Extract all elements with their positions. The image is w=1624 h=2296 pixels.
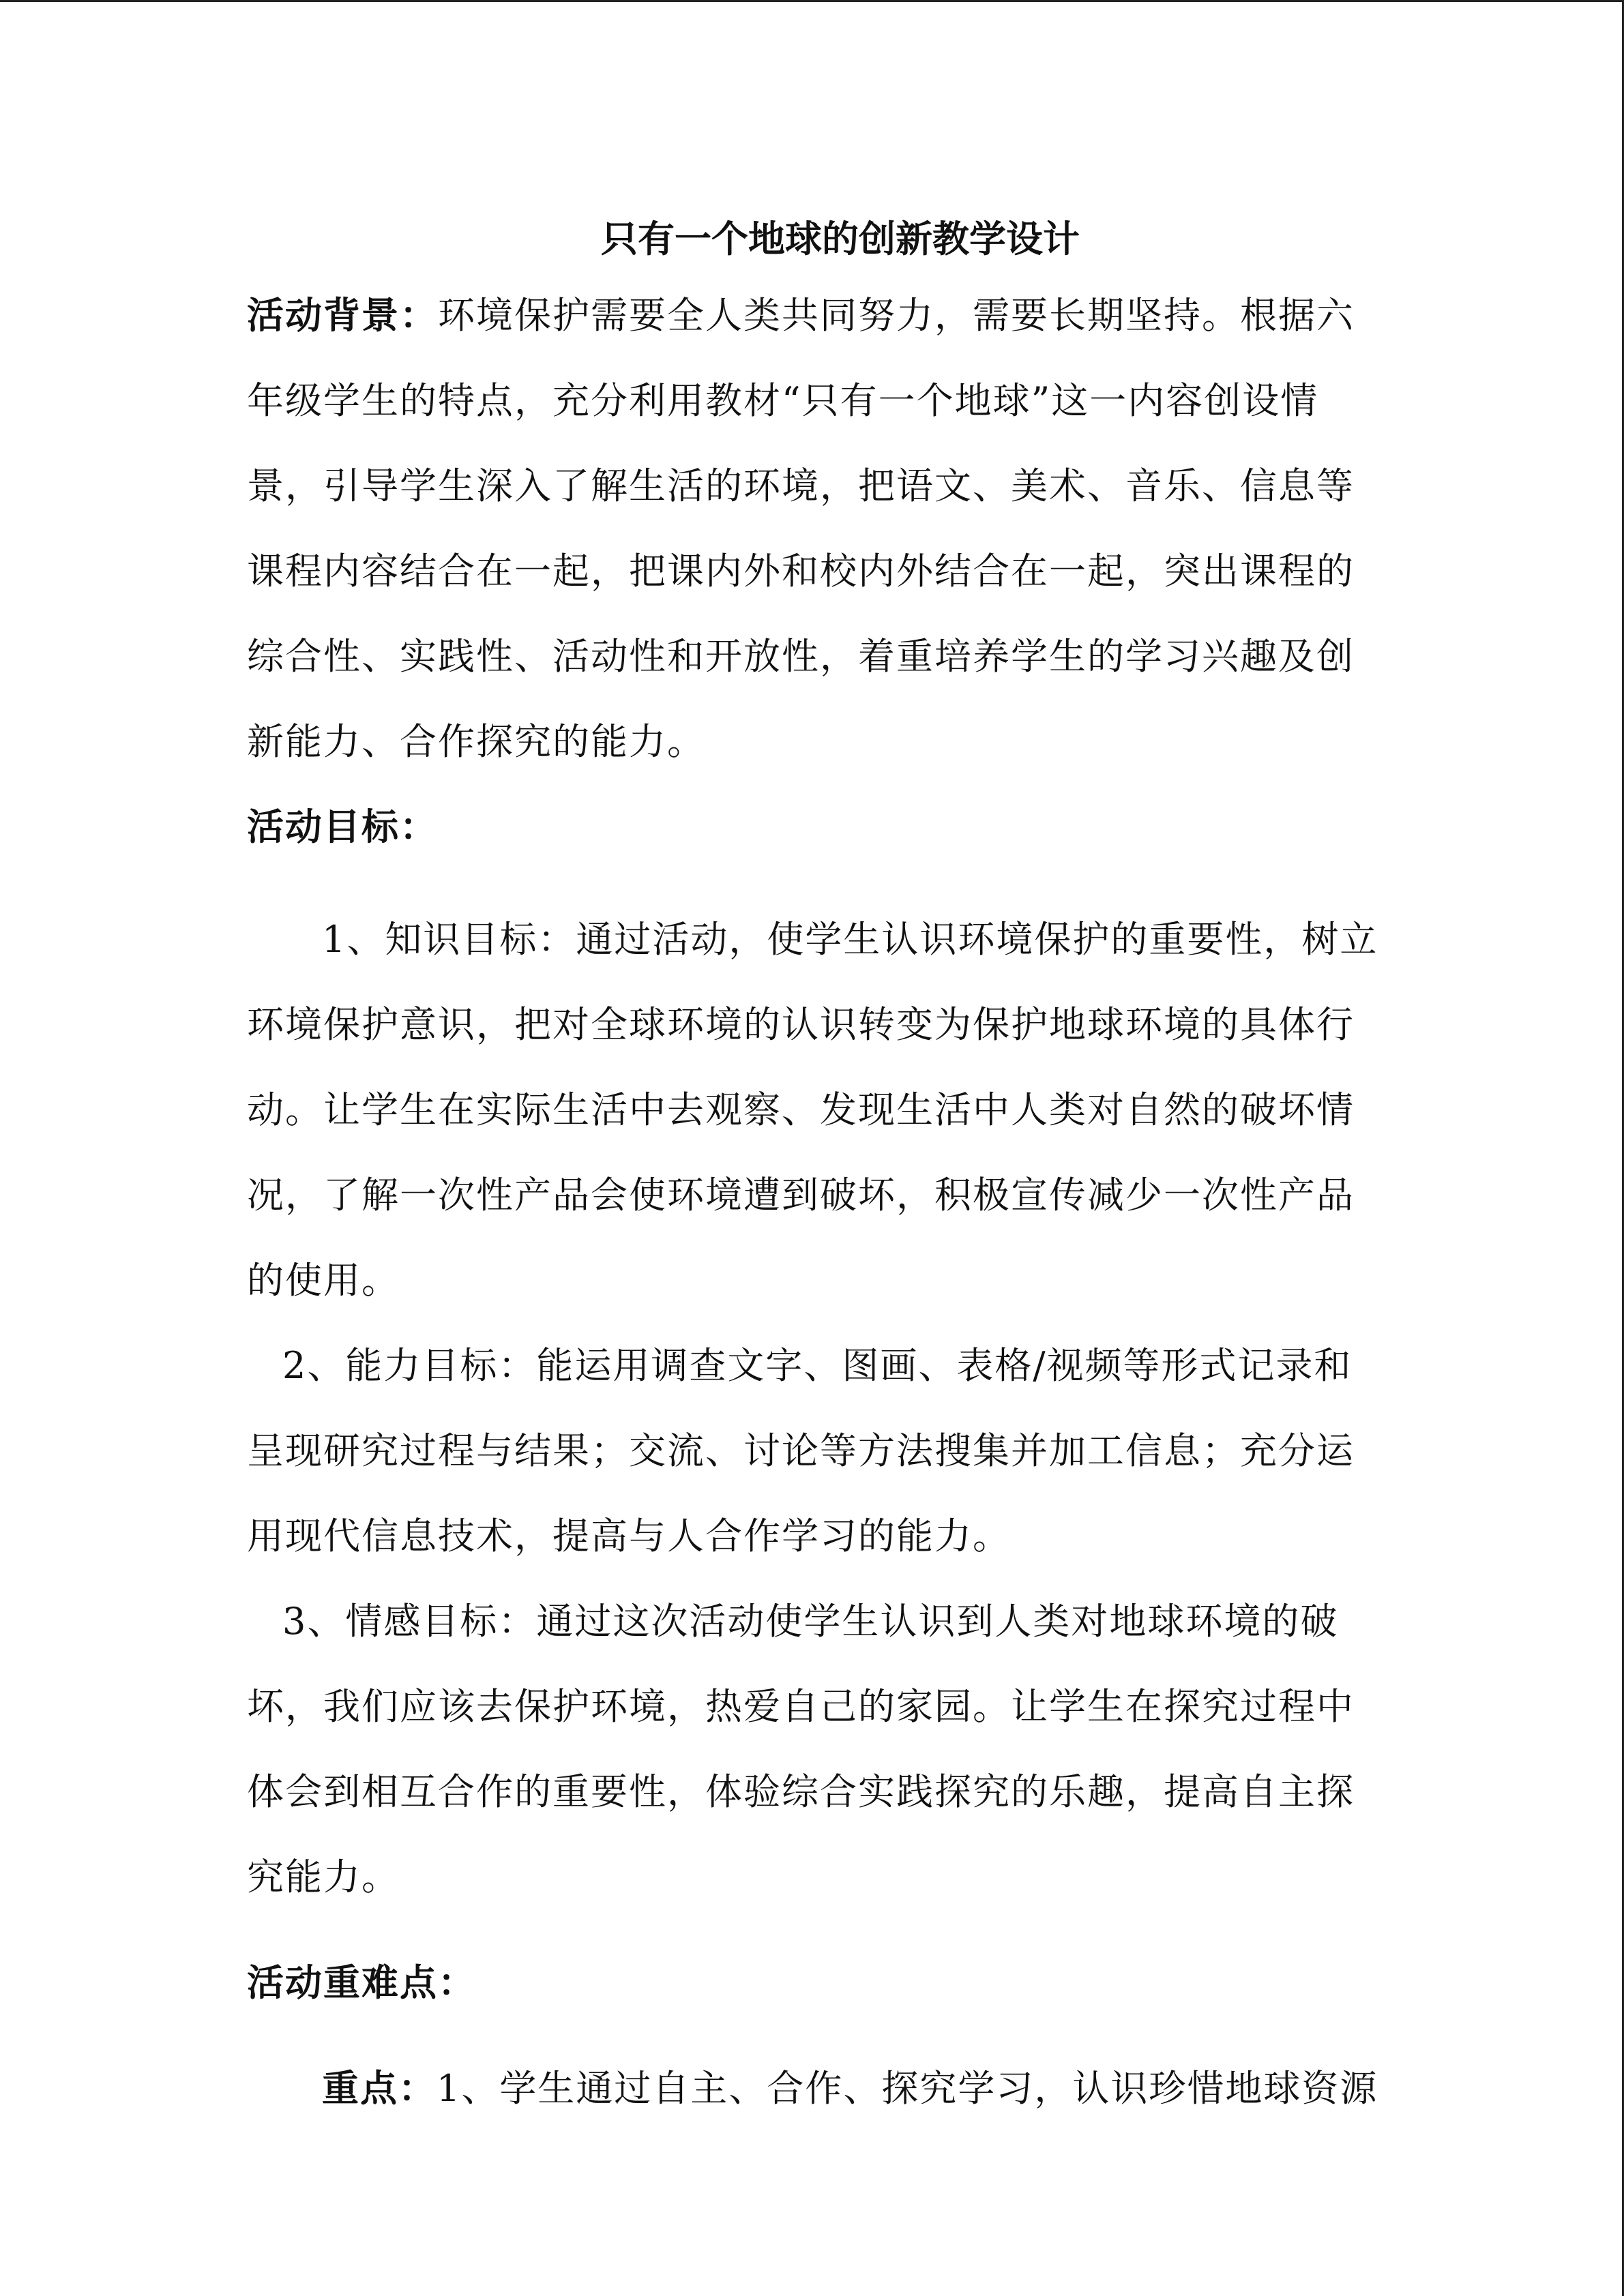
- background-paragraph-line: [247, 273, 1379, 358]
- focus-line: [247, 2046, 1379, 2131]
- background-paragraph-line: 景，引导学生深入了解生活的环境，把语文、美术、音乐、信息等: [247, 464, 1355, 507]
- key-points-heading: 活动重难点：: [247, 1960, 476, 2004]
- background-paragraph-line: 年级学生的特点，充分利用教材“只有一个地球”这一内容创设情: [247, 379, 1319, 422]
- knowledge-goal-line: 况，了解一次性产品会使环境遭到破坏，积极宣传减少一次性产品: [247, 1174, 1355, 1217]
- knowledge-goal-line: 的使用。: [247, 1259, 400, 1302]
- background-paragraph-line: 新能力、合作探究的能力。: [247, 720, 705, 763]
- background-line-text: 环境保护需要全人类共同努力，需要长期坚持。根据六: [438, 294, 1355, 337]
- knowledge-goal-line: 动。让学生在实际生活中去观察、发现生活中人类对自然的破坏情: [247, 1088, 1355, 1131]
- knowledge-goal-line: 环境保护意识，把对全球环境的认识转变为保护地球环境的具体行: [247, 1003, 1355, 1046]
- ability-goal-line: 2、能力目标：能运用调查文字、图画、表格/视频等形式记录和: [282, 1344, 1353, 1387]
- focus-label: 重点：: [322, 2066, 437, 2110]
- spacer: [247, 1920, 1379, 1940]
- knowledge-goal-line: 1、知识目标：通过活动，使学生认识环境保护的重要性，树立: [322, 918, 1378, 961]
- background-heading: 活动背景：: [247, 293, 438, 337]
- spacer: [247, 2025, 1379, 2046]
- emotion-goal-line: 3、情感目标：通过这次活动使学生认识到人类对地球环境的破: [282, 1600, 1339, 1643]
- document-body: [247, 205, 1379, 2131]
- emotion-goal-line: 究能力。: [247, 1855, 400, 1898]
- page-border-top: [0, 0, 1624, 2]
- focus-text: 1、学生通过自主、合作、探究学习，认识珍惜地球资源: [437, 2067, 1378, 2110]
- ability-goal-line: 用现代信息技术，提高与人合作学习的能力。: [247, 1515, 1011, 1557]
- document-title: 只有一个地球的创新教学设计: [601, 217, 1080, 260]
- spacer: [247, 869, 1379, 897]
- ability-goal-line: 呈现研究过程与结果；交流、讨论等方法搜集并加工信息；充分运: [247, 1429, 1355, 1472]
- goals-heading: 活动目标：: [247, 805, 438, 848]
- emotion-goal-line: 坏，我们应该去保护环境，热爱自己的家园。让学生在探究过程中: [247, 1685, 1355, 1728]
- background-paragraph-line: 课程内容结合在一起，把课内外和校内外结合在一起，突出课程的: [247, 550, 1355, 593]
- emotion-goal-line: 体会到相互合作的重要性，体验综合实践探究的乐趣，提高自主探: [247, 1770, 1355, 1813]
- background-paragraph-line: 综合性、实践性、活动性和开放性，着重培养学生的学习兴趣及创: [247, 635, 1355, 678]
